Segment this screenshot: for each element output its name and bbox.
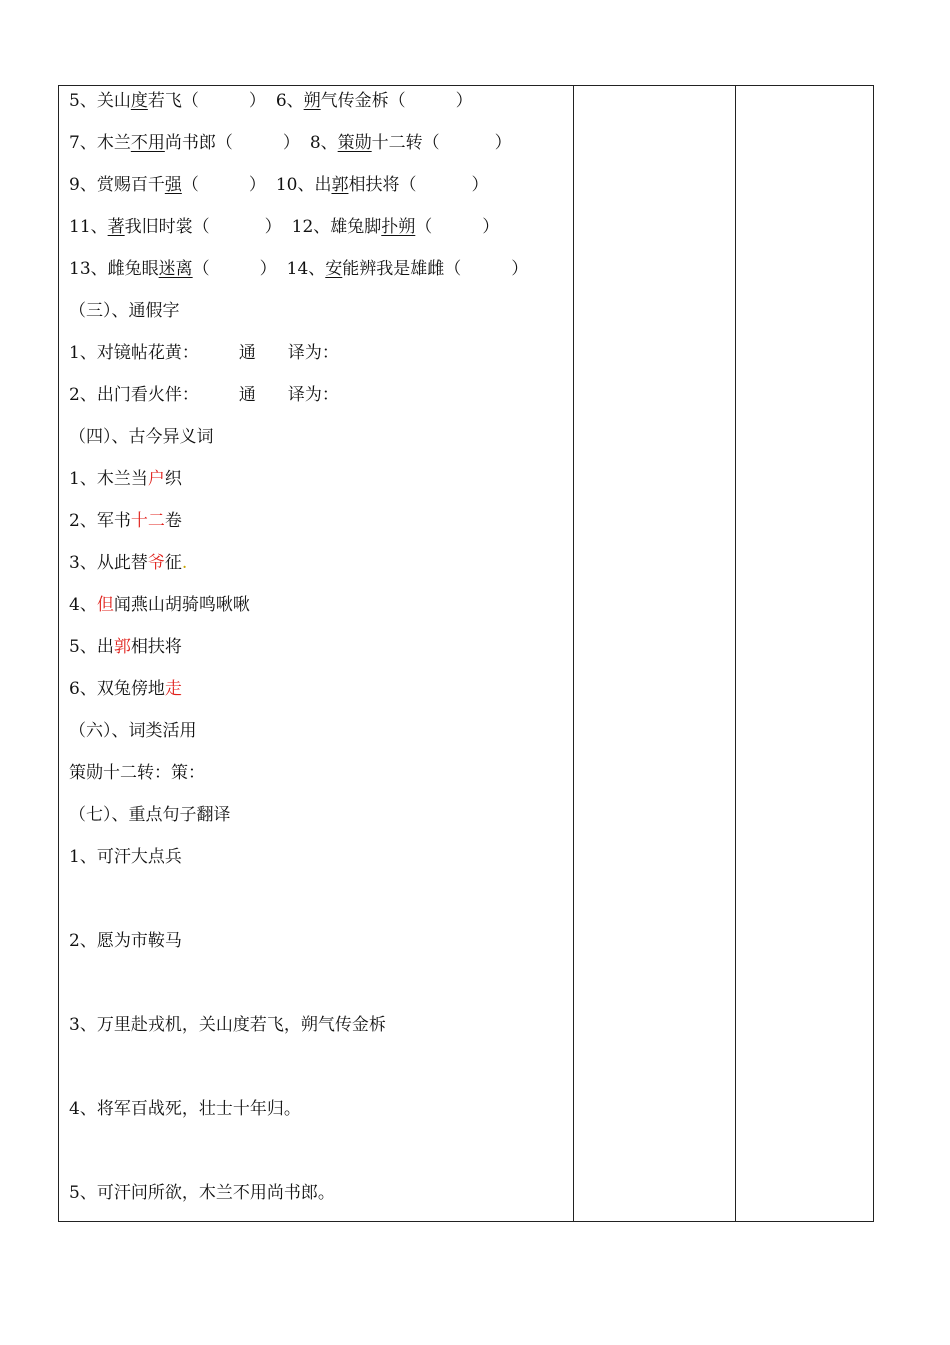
highlight-word: 但	[96, 595, 114, 615]
vocab-key-word: 度	[130, 91, 148, 111]
vocab-key-word: 不用	[130, 133, 165, 153]
highlight-word: 户	[147, 469, 165, 489]
vocab-row-13-14: 13、雌兔眼迷离（ ） 14、安能辨我是雄雌（ ）	[69, 259, 529, 279]
cilei-item: 策勋十二转：策：	[69, 763, 205, 783]
vocab-key-word: 扑朔	[381, 217, 416, 237]
vocab-key-word: 安	[325, 259, 343, 279]
translation-item: 1、可汗大点兵	[69, 847, 182, 867]
vocab-key-word: 强	[164, 175, 182, 195]
highlight-word: 爷	[147, 553, 165, 573]
translation-item: 2、愿为市鞍马	[69, 931, 182, 951]
column-divider-2	[735, 86, 736, 1221]
gujin-item: 6、双兔傍地走	[69, 679, 182, 699]
tongjiazi-item: 2、出门看火伴： 通 译为：	[69, 385, 339, 405]
vocab-key-word: 策勋	[337, 133, 372, 153]
tongjiazi-item: 1、对镜帖花黄： 通 译为：	[69, 343, 339, 363]
vocab-key-word: 郭	[331, 175, 349, 195]
gujin-item: 3、从此替爷征.	[69, 553, 188, 573]
highlight-word: 走	[164, 679, 182, 699]
translation-item: 4、将军百战死，壮士十年归。	[69, 1099, 301, 1119]
worksheet-table	[58, 85, 874, 1222]
translation-item: 3、万里赴戎机，关山度若飞，朔气传金柝	[69, 1015, 386, 1035]
vocab-key-word: 朔	[303, 91, 321, 111]
section-heading-cilei: （六）、词类活用	[69, 721, 197, 741]
section-heading-tongjiazi: （三）、通假字	[69, 301, 180, 321]
highlight-word: 十二	[130, 511, 165, 531]
section-heading-fanyi: （七）、重点句子翻译	[69, 805, 231, 825]
vocab-key-word: 著	[107, 217, 125, 237]
vocab-row-5-6: 5、关山度若飞（ ） 6、朔气传金柝（ ）	[69, 91, 473, 111]
gujin-item: 2、军书十二卷	[69, 511, 182, 531]
column-divider-1	[573, 86, 574, 1221]
vocab-row-9-10: 9、赏赐百千强（ ） 10、出郭相扶将（ ）	[69, 175, 489, 195]
gujin-item: 1、木兰当户织	[69, 469, 182, 489]
section-heading-gujinyiyi: （四）、古今异义词	[69, 427, 214, 447]
highlight-word: 郭	[113, 637, 131, 657]
translation-item: 5、可汗问所欲，木兰不用尚书郎。	[69, 1183, 335, 1203]
gujin-item: 4、但闻燕山胡骑鸣啾啾	[69, 595, 250, 615]
gujin-item: 5、出郭相扶将	[69, 637, 182, 657]
vocab-row-11-12: 11、著我旧时裳（ ） 12、雄兔脚扑朔（ ）	[69, 217, 500, 237]
vocab-key-word: 迷离	[158, 259, 193, 279]
vocab-row-7-8: 7、木兰不用尚书郎（ ） 8、策勋十二转（ ）	[69, 133, 512, 153]
